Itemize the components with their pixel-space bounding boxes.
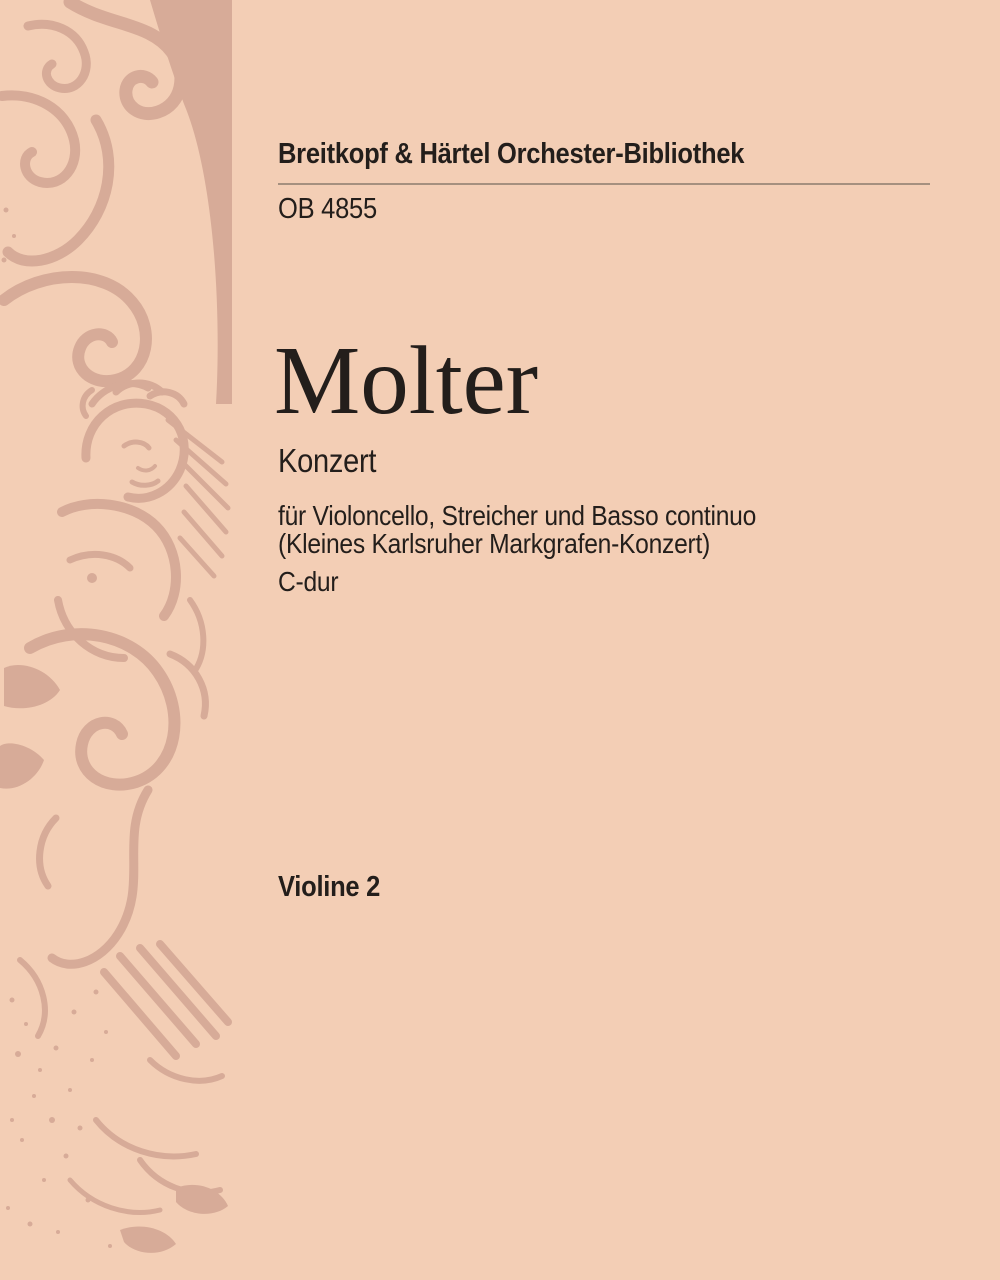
scoring-line: für Violoncello, Streicher und Basso continuo — [278, 500, 757, 531]
catalog-number: OB 4855 — [278, 193, 377, 225]
series-title: Breitkopf & Härtel Orchester-Bibliothek — [278, 138, 745, 170]
subtitle-line: (Kleines Karlsruher Markgrafen-Konzert) — [278, 528, 711, 559]
part-name: Violine 2 — [278, 871, 381, 903]
key-line: C-dur — [278, 566, 339, 597]
composer-name: Molter — [274, 327, 539, 434]
work-title: Konzert — [278, 442, 377, 479]
header-rule — [278, 183, 930, 185]
